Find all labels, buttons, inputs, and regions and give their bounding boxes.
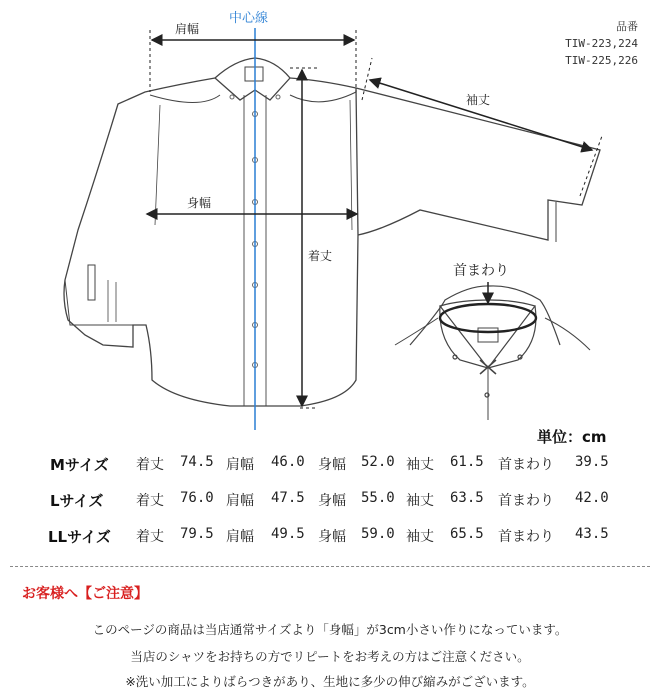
size-name: Lサイズ (50, 492, 104, 510)
collar-detail (395, 286, 590, 420)
body-value: 52.0 (361, 454, 395, 470)
length-key: 着丈 (136, 493, 164, 509)
neck-value: 43.5 (575, 526, 609, 542)
sleeve-key: 袖丈 (406, 457, 434, 473)
product-codes (565, 18, 638, 69)
sleeve-value: 63.5 (450, 490, 484, 506)
unit-label: 単位：cm (537, 428, 607, 446)
neck-value: 39.5 (575, 454, 609, 470)
size-row-l (0, 486, 660, 512)
product-code-label: 品番 (616, 20, 638, 33)
length-value: 76.0 (180, 490, 214, 506)
notice-line-3: ※洗い加工によりばらつきがあり、生地に多少の伸び縮みがございます。 (125, 674, 535, 689)
neck-label: 首まわり (453, 263, 509, 279)
shoulder-value: 47.5 (271, 490, 305, 506)
divider (10, 566, 650, 567)
product-code-1: TIW-223,224 (565, 37, 638, 50)
sleeve-key: 袖丈 (406, 529, 434, 545)
length-label: 着丈 (308, 249, 333, 263)
neck-key: 首まわり (498, 493, 554, 509)
neck-value: 42.0 (575, 490, 609, 506)
size-name: Mサイズ (50, 456, 109, 474)
size-name: LLサイズ (48, 528, 111, 546)
body-key: 身幅 (318, 457, 346, 473)
product-code-2: TIW-225,226 (565, 54, 638, 67)
notice-title: お客様へ【ご注意】 (22, 586, 148, 602)
shoulder-value: 49.5 (271, 526, 305, 542)
length-value: 74.5 (180, 454, 214, 470)
body-width-label: 身幅 (187, 196, 212, 210)
body-value: 55.0 (361, 490, 395, 506)
sleeve-value: 65.5 (450, 526, 484, 542)
body-key: 身幅 (318, 529, 346, 545)
sleeve-value: 61.5 (450, 454, 484, 470)
length-key: 着丈 (136, 529, 164, 545)
center-line-label: 中心線 (229, 11, 269, 26)
shoulder-width-label: 肩幅 (175, 22, 200, 36)
sleeve-key: 袖丈 (406, 493, 434, 509)
sleeve-length-label: 袖丈 (466, 93, 491, 107)
shoulder-key: 肩幅 (226, 457, 254, 473)
size-row-m (0, 450, 660, 476)
shirt-outline (64, 58, 600, 406)
shoulder-key: 肩幅 (226, 529, 254, 545)
body-key: 身幅 (318, 493, 346, 509)
neck-key: 首まわり (498, 529, 554, 545)
size-row-ll (0, 522, 660, 548)
notice-line-1: このページの商品は当店通常サイズより「身幅」が3cm小さい作りになっています。 (92, 622, 568, 637)
neck-key: 首まわり (498, 457, 554, 473)
length-key: 着丈 (136, 457, 164, 473)
body-value: 59.0 (361, 526, 395, 542)
shoulder-value: 46.0 (271, 454, 305, 470)
notice-line-2: 当店のシャツをお持ちの方でリピートをお考えの方はご注意ください。 (130, 649, 530, 664)
length-value: 79.5 (180, 526, 214, 542)
sleeve-length-arrow (370, 80, 592, 150)
shoulder-key: 肩幅 (226, 493, 254, 509)
